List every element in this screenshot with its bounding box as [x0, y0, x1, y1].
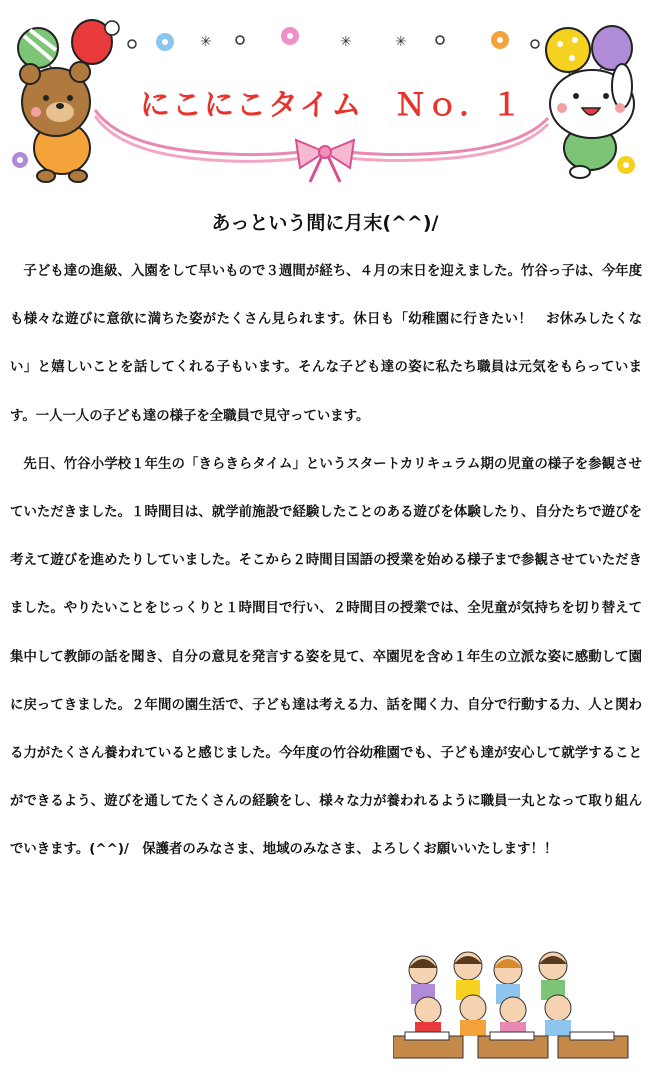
paragraph-1: 子ども達の進級、入園をして早いもので３週間が経ち、４月の末日を迎えました。竹谷っ子は、今年度も様々な遊びに意欲に満ちた姿がたくさん見られます。休日も「幼稚園に行きたい！ お休みしたくない」と嬉しいことを話してくれる子もいます。そんな子ども達の姿に私たち職員は元気をもらっています。一人一人の子ども達の様子を全職員で見守っています。 [10, 264, 642, 424]
newsletter-title: にこにこタイム Ｎｏ．１ [140, 88, 524, 123]
svg-text:✳: ✳ [340, 34, 352, 50]
svg-text:✳: ✳ [200, 34, 212, 50]
paragraph-2: 先日、竹谷小学校１年生の「きらきらタイム」というスタートカリキュラム期の児童の様子を参観させていただきました。１時間目は、就学前施設で経験したことのある遊びを体験したり、自分たちで遊びを考えて遊びを進めたりしていました。そこから２時間目国語の授業を始める様子まで参観させていただきました。やりたいことをじっくりと１時間目で行い、２時間目の授業では、全児童が気持ちを切り替えて集中して教師の話を聞き、自分の意見を発言する姿を見て、卒園児を含め１年生の立派な姿に感動して園に戻ってきました。２年間の園生活で、子ども達は考える力、話を聞く力、自分で行動する力、人と関わる力がたくさん養われていると感じました。今年度の竹谷幼稚園でも、子ども達が安心して就学することができるよう、遊びを通してたくさんの経験をし、様々な力が養われるように職員一丸となって取り組んでいきます。(^^)/ 保護者のみなさま、地域のみなさま、よろしくお願いいたします！！ [10, 456, 642, 858]
children-in-class-icon [393, 948, 638, 1066]
bear-with-balloons-icon [18, 20, 119, 182]
star-icon [128, 34, 539, 50]
ribbon-bow-icon [296, 140, 354, 182]
article-body [10, 248, 642, 875]
rabbit-with-balloons-icon [546, 26, 634, 178]
svg-text:✳: ✳ [395, 34, 407, 50]
headline: あっという間に月末(^^)/ [211, 212, 439, 234]
